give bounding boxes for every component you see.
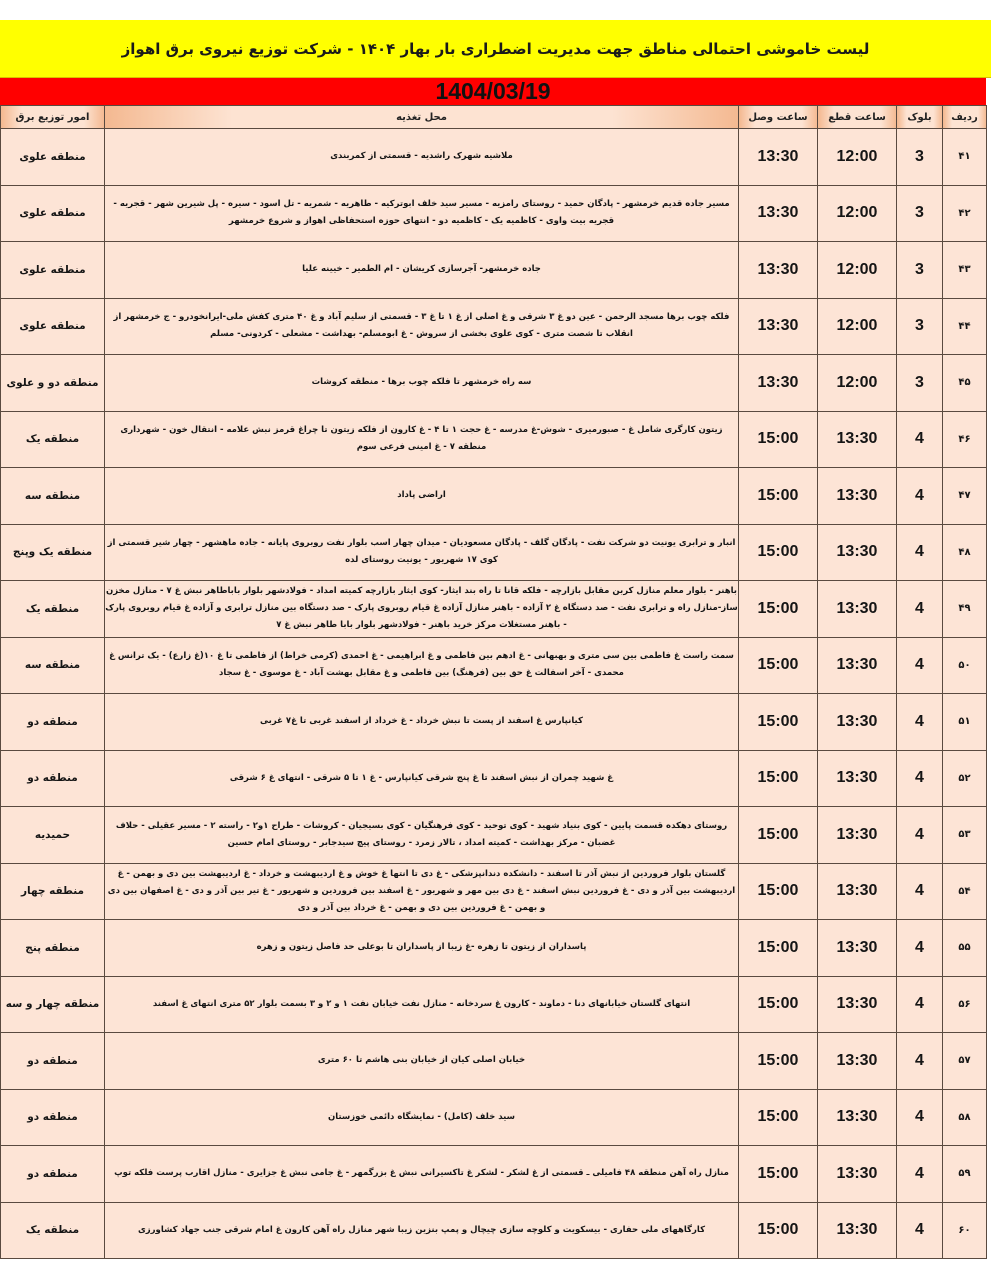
header-district: امور توزیع برق bbox=[1, 106, 105, 129]
district-cell: منطقه دو bbox=[1, 1146, 105, 1203]
reconnect-time-cell: 15:00 bbox=[739, 976, 818, 1033]
district-cell: منطقه چهار bbox=[1, 863, 105, 920]
reconnect-time-cell: 13:30 bbox=[739, 355, 818, 412]
district-cell: منطقه دو bbox=[1, 750, 105, 807]
location-cell: باهنر - بلوار معلم منازل کربن مقابل بازارچه - فلکه قانا تا راه بند ایثار- کوی ایثار بازارچه کمیته امداد - فولادشهر بلوار باباطاهر نبش غ ۷ - منازل مخزن ساز-منازل راه و ترابری نفت - صد دستگاه غ ۲ آزاده - باهنر منازل آزاده غ قیام روبروی پارک - صد دستگاه بین منازل ترابری و آزاده غ قیام روبروی پارک - باهنر مستغلات مرکز خرید باهنر - فولادشهر بلوار بابا طاهر نبش غ ۷ bbox=[105, 581, 739, 638]
reconnect-time-cell: 15:00 bbox=[739, 920, 818, 977]
block-cell: 4 bbox=[897, 750, 943, 807]
cut-time-cell: 13:30 bbox=[818, 1033, 897, 1090]
district-cell: منطقه یک bbox=[1, 1202, 105, 1259]
row-number-cell: ۵۶ bbox=[943, 976, 987, 1033]
block-cell: 4 bbox=[897, 411, 943, 468]
district-cell: منطقه علوی bbox=[1, 242, 105, 299]
location-cell: پاسداران از زیتون تا زهره -غ زیبا از پاسداران تا بوعلی حد فاصل زیتون و زهره bbox=[105, 920, 739, 977]
district-cell: منطقه سه bbox=[1, 637, 105, 694]
table-row bbox=[1, 355, 987, 412]
row-number-cell: ۵۷ bbox=[943, 1033, 987, 1090]
header-cut-time: ساعت قطع bbox=[818, 106, 897, 129]
cut-time-cell: 13:30 bbox=[818, 750, 897, 807]
cut-time-cell: 13:30 bbox=[818, 637, 897, 694]
block-cell: 4 bbox=[897, 807, 943, 864]
location-cell: روستای دهکده قسمت پایین - کوی بنیاد شهید - کوی توحید - کوی فرهنگیان - کوی بسیجیان - کروشات - طراح ۱و۲ - راسته ۲ - مسیر عقیلی - حلاف غضبان - مرکز بهداشت - کمیته امداد ، تالار زمرد - روستای پیچ سیدجابر - روستای امام حسین bbox=[105, 807, 739, 864]
reconnect-time-cell: 13:30 bbox=[739, 298, 818, 355]
row-number-cell: ۴۷ bbox=[943, 468, 987, 525]
district-cell: حمیدیه bbox=[1, 807, 105, 864]
row-number-cell: ۴۶ bbox=[943, 411, 987, 468]
row-number-cell: ۵۳ bbox=[943, 807, 987, 864]
table-header-row bbox=[1, 106, 987, 129]
table-row bbox=[1, 863, 987, 920]
cut-time-cell: 13:30 bbox=[818, 1089, 897, 1146]
table-row bbox=[1, 807, 987, 864]
reconnect-time-cell: 15:00 bbox=[739, 1202, 818, 1259]
reconnect-time-cell: 15:00 bbox=[739, 863, 818, 920]
header-block: بلوک bbox=[897, 106, 943, 129]
top-margin bbox=[0, 0, 991, 20]
reconnect-time-cell: 15:00 bbox=[739, 807, 818, 864]
location-cell: سه راه خرمشهر تا فلکه چوب برها - منطقه کروشات bbox=[105, 355, 739, 412]
location-cell: مسیر جاده قدیم خرمشهر - پادگان حمید - روستای رامزیه - مسیر سید خلف ابوترکیه - طاهریه - شمریه - تل اسود - سیره - پل شیرین شهر - قجریه - قجریه بیت واوی - کاظمیه یک - کاظمیه دو - انتهای حوزه استحفاظی اهواز و شروع خرمشهر bbox=[105, 185, 739, 242]
location-cell: خیابان اصلی کیان از خیابان بنی هاشم تا ۶۰ متری bbox=[105, 1033, 739, 1090]
block-cell: 4 bbox=[897, 976, 943, 1033]
reconnect-time-cell: 13:30 bbox=[739, 129, 818, 186]
date-bar: 1404/03/19 bbox=[0, 78, 986, 105]
row-number-cell: ۵۱ bbox=[943, 694, 987, 751]
block-cell: 3 bbox=[897, 242, 943, 299]
district-cell: منطقه پنج bbox=[1, 920, 105, 977]
cut-time-cell: 13:30 bbox=[818, 581, 897, 638]
table-row bbox=[1, 411, 987, 468]
location-cell: گلستان بلوار فروردین از نبش آذر تا اسفند - دانشکده دندانپزشکی - غ دی تا انتها غ خوش و غ اردیبهشت و خرداد - غ اردیبهشت بین دی و بهمن - غ اردیبهشت بین آذر و دی - غ فروردین نبش اسفند - غ دی بین مهر و شهریور - غ اسفند بین فروردین و شهریور - غ تیر بین آذر و دی - غ اصفهان بین دی و بهمن - غ فروردین بین دی و بهمن - غ خرداد بین آذر و دی bbox=[105, 863, 739, 920]
location-cell: اراضی پاداد bbox=[105, 468, 739, 525]
reconnect-time-cell: 13:30 bbox=[739, 242, 818, 299]
district-cell: منطقه دو bbox=[1, 694, 105, 751]
page-title: لیست خاموشی احتمالی مناطق جهت مدیریت اضطراری بار بهار ۱۴۰۴ - شرکت توزیع نیروی برق اهواز bbox=[0, 20, 991, 78]
district-cell: منطقه دو bbox=[1, 1089, 105, 1146]
district-cell: منطقه یک وپنج bbox=[1, 524, 105, 581]
location-cell: فلکه چوب برها مسجد الرحمن - عین دو غ ۳ شرقی و غ اصلی از غ ۱ تا غ ۳ - قسمتی از سلیم آباد و غ ۴۰ متری کفش ملی-ایرانخودرو - ج خرمشهر از انقلاب تا شصت متری - کوی علوی بخشی از سروش - غ ابومسلم- بهداشت - مشعلی - کردونی- مسلم bbox=[105, 298, 739, 355]
reconnect-time-cell: 15:00 bbox=[739, 1033, 818, 1090]
table-row bbox=[1, 129, 987, 186]
block-cell: 3 bbox=[897, 298, 943, 355]
cut-time-cell: 13:30 bbox=[818, 411, 897, 468]
cut-time-cell: 12:00 bbox=[818, 355, 897, 412]
block-cell: 4 bbox=[897, 524, 943, 581]
block-cell: 3 bbox=[897, 185, 943, 242]
block-cell: 4 bbox=[897, 1202, 943, 1259]
table-row bbox=[1, 185, 987, 242]
cut-time-cell: 12:00 bbox=[818, 185, 897, 242]
district-cell: منطقه علوی bbox=[1, 129, 105, 186]
cut-time-cell: 13:30 bbox=[818, 920, 897, 977]
row-number-cell: ۴۵ bbox=[943, 355, 987, 412]
block-cell: 3 bbox=[897, 355, 943, 412]
table-row bbox=[1, 1146, 987, 1203]
district-cell: منطقه یک bbox=[1, 411, 105, 468]
table-row bbox=[1, 920, 987, 977]
header-location: محل تغذیه bbox=[105, 106, 739, 129]
table-row bbox=[1, 298, 987, 355]
row-number-cell: ۵۵ bbox=[943, 920, 987, 977]
cut-time-cell: 13:30 bbox=[818, 524, 897, 581]
row-number-cell: ۴۴ bbox=[943, 298, 987, 355]
row-number-cell: ۵۹ bbox=[943, 1146, 987, 1203]
cut-time-cell: 13:30 bbox=[818, 807, 897, 864]
reconnect-time-cell: 15:00 bbox=[739, 694, 818, 751]
header-row-number: ردیف bbox=[943, 106, 987, 129]
location-cell: سید خلف (کامل) - نمایشگاه دائمی خوزستان bbox=[105, 1089, 739, 1146]
block-cell: 4 bbox=[897, 1146, 943, 1203]
district-cell: منطقه چهار و سه bbox=[1, 976, 105, 1033]
table-row bbox=[1, 976, 987, 1033]
table-row bbox=[1, 242, 987, 299]
district-cell: منطقه علوی bbox=[1, 298, 105, 355]
reconnect-time-cell: 15:00 bbox=[739, 411, 818, 468]
cut-time-cell: 13:30 bbox=[818, 1202, 897, 1259]
reconnect-time-cell: 15:00 bbox=[739, 637, 818, 694]
table-row bbox=[1, 1033, 987, 1090]
cut-time-cell: 12:00 bbox=[818, 129, 897, 186]
location-cell: زیتون کارگری شامل غ - صبورمیری - شوش-غ مدرسه - غ حجت ۱ تا ۴ - غ کارون از فلکه زیتون تا چراغ قرمز نبش علامه - انتقال خون - شهرداری منطقه ۷ - غ امینی فرعی سوم bbox=[105, 411, 739, 468]
district-cell: منطقه علوی bbox=[1, 185, 105, 242]
cut-time-cell: 13:30 bbox=[818, 863, 897, 920]
bottom-margin bbox=[0, 1260, 991, 1280]
location-cell: انتهای گلستان خیابانهای دنا - دماوند - کارون غ سردخانه - منازل نفت خیابان نفت ۱ و ۲ و ۳ بسمت بلوار ۵۲ متری انتهای غ اسفند bbox=[105, 976, 739, 1033]
block-cell: 4 bbox=[897, 637, 943, 694]
block-cell: 4 bbox=[897, 694, 943, 751]
table-row bbox=[1, 1089, 987, 1146]
row-number-cell: ۴۱ bbox=[943, 129, 987, 186]
row-number-cell: ۵۴ bbox=[943, 863, 987, 920]
table-row bbox=[1, 694, 987, 751]
block-cell: 4 bbox=[897, 1033, 943, 1090]
location-cell: ملاشیه شهرک راشدیه - قسمتی از کمربندی bbox=[105, 129, 739, 186]
row-number-cell: ۵۲ bbox=[943, 750, 987, 807]
table-row bbox=[1, 750, 987, 807]
location-cell: جاده خرمشهر- آجرسازی کریشان - ام الطمیر - خیینه علیا bbox=[105, 242, 739, 299]
reconnect-time-cell: 15:00 bbox=[739, 524, 818, 581]
row-number-cell: ۵۰ bbox=[943, 637, 987, 694]
table-row bbox=[1, 468, 987, 525]
row-number-cell: ۴۹ bbox=[943, 581, 987, 638]
outage-table bbox=[0, 105, 987, 1259]
reconnect-time-cell: 15:00 bbox=[739, 750, 818, 807]
block-cell: 4 bbox=[897, 863, 943, 920]
district-cell: منطقه یک bbox=[1, 581, 105, 638]
block-cell: 3 bbox=[897, 129, 943, 186]
cut-time-cell: 12:00 bbox=[818, 298, 897, 355]
block-cell: 4 bbox=[897, 468, 943, 525]
location-cell: منازل راه آهن منطقه ۴۸ فامیلی ـ قسمتی از غ لشکر - لشکر غ تاکسیرانی نبش غ بزرگمهر - غ جامی نبش غ جزایری - منازل اقارب پرست فلکه توپ bbox=[105, 1146, 739, 1203]
district-cell: منطقه دو bbox=[1, 1033, 105, 1090]
block-cell: 4 bbox=[897, 1089, 943, 1146]
header-reconnect-time: ساعت وصل bbox=[739, 106, 818, 129]
row-number-cell: ۶۰ bbox=[943, 1202, 987, 1259]
cut-time-cell: 13:30 bbox=[818, 694, 897, 751]
row-number-cell: ۴۸ bbox=[943, 524, 987, 581]
location-cell: سمت راست غ فاطمی بین سی متری و بهبهانی - غ ادهم بین فاطمی و غ ابراهیمی - غ احمدی (کرمی خراط) از فاطمی تا غ ۱۰(غ زارع) - یک ترانس غ محمدی - آخر اسفالت غ حق بین (فرهنگ) بین فاطمی و غ مقابل بهشت آباد - غ موسوی - غ سجاد bbox=[105, 637, 739, 694]
reconnect-time-cell: 15:00 bbox=[739, 1089, 818, 1146]
reconnect-time-cell: 15:00 bbox=[739, 581, 818, 638]
location-cell: انبار و ترابری یونیت دو شرکت نفت - پادگان گلف - پادگان مسعودیان - میدان چهار اسب بلوار نفت روبروی پایانه - جاده ماهشهر - چهار شیر قسمتی از کوی ۱۷ شهریور - یونیت روستای لده bbox=[105, 524, 739, 581]
reconnect-time-cell: 15:00 bbox=[739, 468, 818, 525]
location-cell: کیانپارس غ اسفند از پست تا نبش خرداد - غ خرداد از اسفند غربی تا غ۷ غربی bbox=[105, 694, 739, 751]
cut-time-cell: 13:30 bbox=[818, 1146, 897, 1203]
location-cell: غ شهید چمران از نبش اسفند تا غ پنج شرقی کیانپارس - غ ۱ تا ۵ شرقی - انتهای غ ۶ شرقی bbox=[105, 750, 739, 807]
district-cell: منطقه سه bbox=[1, 468, 105, 525]
cut-time-cell: 12:00 bbox=[818, 242, 897, 299]
table-row bbox=[1, 1202, 987, 1259]
reconnect-time-cell: 15:00 bbox=[739, 1146, 818, 1203]
block-cell: 4 bbox=[897, 920, 943, 977]
cut-time-cell: 13:30 bbox=[818, 976, 897, 1033]
row-number-cell: ۴۳ bbox=[943, 242, 987, 299]
district-cell: منطقه دو و علوی bbox=[1, 355, 105, 412]
table-row bbox=[1, 637, 987, 694]
row-number-cell: ۵۸ bbox=[943, 1089, 987, 1146]
reconnect-time-cell: 13:30 bbox=[739, 185, 818, 242]
cut-time-cell: 13:30 bbox=[818, 468, 897, 525]
table-row bbox=[1, 524, 987, 581]
block-cell: 4 bbox=[897, 581, 943, 638]
location-cell: کارگاههای ملی حفاری - بیسکویت و کلوچه سازی چیچال و پمپ بنزین زیبا شهر منازل راه آهن کارون غ امام شرقی جنب جهاد کشاورزی bbox=[105, 1202, 739, 1259]
row-number-cell: ۴۲ bbox=[943, 185, 987, 242]
table-row bbox=[1, 581, 987, 638]
